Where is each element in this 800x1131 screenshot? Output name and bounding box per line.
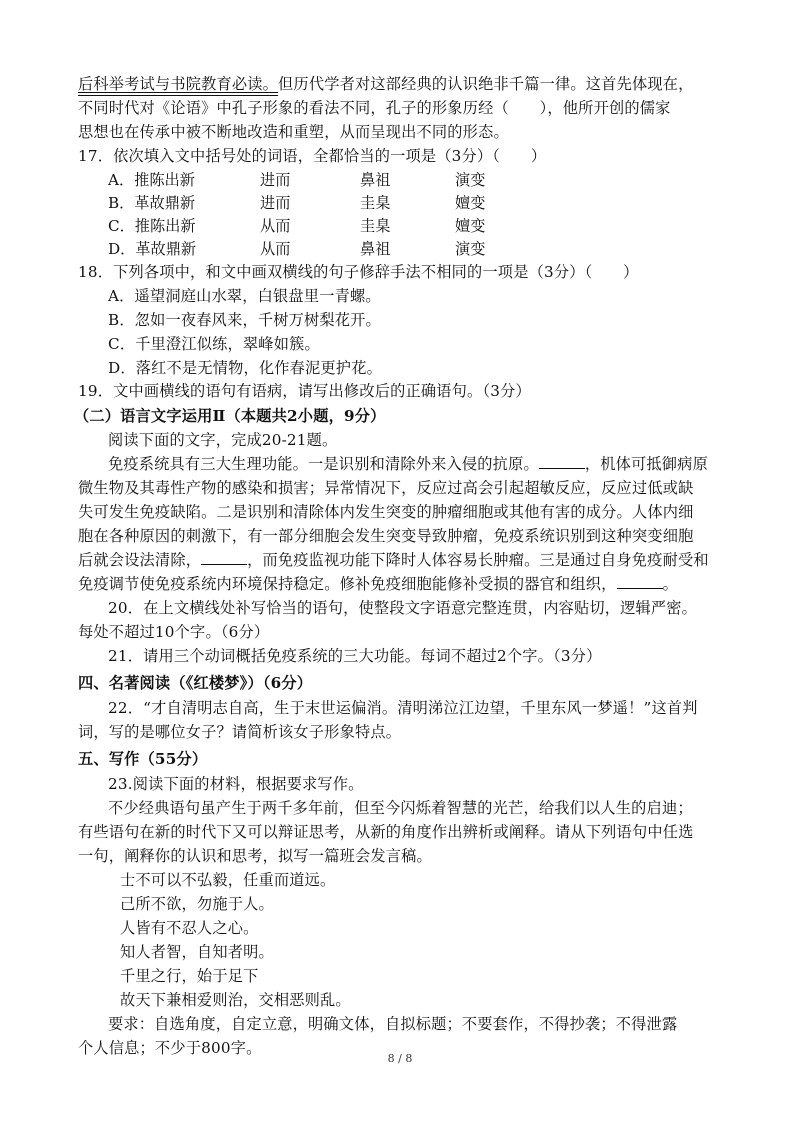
q21-stem: 21．请用三个动词概括免疫系统的三大功能。每词不超过2个字。（3分） <box>108 647 602 665</box>
quote-5: 千里之行，始于足下 <box>120 967 259 985</box>
quote-3: 人皆有不忍人之心。 <box>120 919 259 937</box>
material-line-1: 不少经典语句虽产生于两千多年前，但至今闪烁着智慧的光芒，给我们以人生的启迪； <box>108 799 693 817</box>
q22-stem-line-2: 词，写的是哪位女子？请简析该女子形象特点。 <box>78 723 402 741</box>
passage-line-2: 微生物及其毒性产物的感染和损害；异常情况下，反应过高会引起超敏反应，反应过低或缺 <box>78 479 694 497</box>
q19-stem: 19．文中画横线的语句有语病，请写出修改后的正确语句。（3分） <box>78 382 531 400</box>
q23-stem: 23.阅读下面的材料，根据要求写作。 <box>108 775 364 793</box>
answer-blank-2[interactable] <box>201 550 247 565</box>
answer-blank-1[interactable] <box>539 454 585 469</box>
passage-line-6: 免疫调节使免疫系统内环境保持稳定。修补免疫细胞能修补受损的器官和组织， 。 <box>78 575 678 593</box>
answer-blank-3[interactable] <box>617 574 663 589</box>
q18-option-b[interactable]: B．忽如一夜春风来，千树万树梨花开。 <box>108 311 381 329</box>
q18-option-c[interactable]: C．千里澄江似练，翠峰如簇。 <box>108 335 320 353</box>
q20-stem-line-2: 每处不超过10个字。（6分） <box>78 623 270 641</box>
section-4-title: 四、名著阅读（《红楼梦》）（6分） <box>78 674 313 692</box>
exam-page: 后科举考试与书院教育必读。但历代学者对这部经典的认识绝非千篇一律。这首先体现在， 不同时代对《论语》中孔子形象的看法不同，孔子的形象历经（ ），他所开创的儒家 思想也在传承中被不断地改造和重塑，从而呈现出不同的形态。 17．依次填入文中括号处的词语，全都恰当的一项是（3分）（ ） A．推陈出新 进而 鼻祖 演变 B．革故鼎新 进而 圭臬 嬗变 C．推陈出新 从而 圭臬 嬗变 D．革故鼎新 从而 鼻祖 演变 18．下列各项中，和文中画双横线的句子修辞手法不相同的一项是（3分）（ ） A．遥望洞庭山水翠，白银盘里一青螺。 B．忽如一夜春风来，千树万树梨花开。 C．千里澄江似练，翠峰如簇。 D．落红不是无情物，化作春泥更护花。 19．文中画横线的语句有语病，请写出修改后的正确语句。（3分） （二）语言文字运用Ⅱ（本题共2小题，9分） 阅读下面的文字，完成20-21题。 免疫系统具有三大生理功能。一是识别和清除外来入侵的抗原。 ，机体可抵御病原 微生物及其毒性产物的感染和损害；异常情况下，反应过高会引起超敏反应，反应过低或缺 失可发生免疫缺陷。二是识别和清除体内发生突变的肿瘤细胞或其他有害的成分。人体内细 胞在各种原因的刺激下，有一部分细胞会发生突变导致肿瘤，免疫系统识别到这种突变细胞 后就会设法清除， ，而免疫监视功能下降时人体容易长肿瘤。三是通过自身免疫耐受和 免疫调节使免疫系统内环境保持稳定。修补免疫细胞能修补受损的器官和组织， 。 20．在上文横线处补写恰当的语句，使整段文字语意完整连贯，内容贴切，逻辑严密。 每处不超过10个字。（6分） 21．请用三个动词概括免疫系统的三大功能。每词不超过2个字。（3分） 四、名著阅读（《红楼梦》）（6分） 22．“才自清明志自高，生于末世运偏消。清明涕泣江边望，千里东风一梦遥！”这首判 词，写的是哪位女子？请简析该女子形象特点。 五、写作（55分） 23.阅读下面的材料，根据要求写作。 不少经典语句虽产生于两千多年前，但至今闪烁着智慧的光芒，给我们以人生的启迪； 有些语句在新的时代下又可以辩证思考，从新的角度作出辨析或阐释。请从下列语句中任选 一句，阐释你的认识和思考，拟写一篇班会发言稿。 士不可以不弘毅，任重而道远。 己所不欲，勿施于人。 人皆有不忍人之心。 知人者智，自知者明。 千里之行，始于足下 故天下兼相爱则治，交相恶则乱。 要求：自选角度，自定立意，明确文体，自拟标题；不要套作，不得抄袭；不得泄露 个人信息；不少于800字。 8 / 8 <box>0 0 800 1131</box>
quote-1: 士不可以不弘毅，任重而道远。 <box>120 871 336 889</box>
double-underlined-text: 后科举考试与书院教育必读。 <box>78 75 279 93</box>
requirement-line-2: 个人信息；不少于800字。 <box>78 1039 262 1057</box>
q17-stem: 17．依次填入文中括号处的词语，全都恰当的一项是（3分）（ ） <box>78 147 547 165</box>
q18-option-d[interactable]: D．落红不是无情物，化作春泥更护花。 <box>108 359 382 377</box>
intro-line-1: 后科举考试与书院教育必读。但历代学者对这部经典的认识绝非千篇一律。这首先体现在， <box>78 75 694 93</box>
page-number: 8 / 8 <box>387 1052 413 1065</box>
q18-option-a[interactable]: A．遥望洞庭山水翠，白银盘里一青螺。 <box>108 287 381 305</box>
section-2-title: （二）语言文字运用Ⅱ（本题共2小题，9分） <box>74 407 386 425</box>
intro-line-3: 思想也在传承中被不断地改造和重塑，从而呈现出不同的形态。 <box>78 123 509 141</box>
passage-line-5: 后就会设法清除， ，而免疫监视功能下降时人体容易长肿瘤。三是通过自身免疫耐受和 <box>78 551 709 569</box>
material-line-3: 一句，阐释你的认识和思考，拟写一篇班会发言稿。 <box>78 847 432 865</box>
material-line-2: 有些语句在新的时代下又可以辩证思考，从新的角度作出辨析或阐释。请从下列语句中任选 <box>78 823 694 841</box>
intro-line-2: 不同时代对《论语》中孔子形象的看法不同，孔子的形象历经（ ），他所开创的儒家 <box>78 99 671 117</box>
passage-line-1: 免疫系统具有三大生理功能。一是识别和清除外来入侵的抗原。 ，机体可抵御病原 <box>108 455 708 473</box>
section-2-instruction: 阅读下面的文字，完成20-21题。 <box>108 431 338 449</box>
quote-4: 知人者智，自知者明。 <box>120 943 274 961</box>
requirement-line-1: 要求：自选角度，自定立意，明确文体，自拟标题；不要套作，不得抄袭；不得泄露 <box>108 1015 678 1033</box>
passage-line-3: 失可发生免疫缺陷。二是识别和清除体内发生突变的肿瘤细胞或其他有害的成分。人体内细 <box>78 503 694 521</box>
quote-2: 己所不欲，勿施于人。 <box>120 895 274 913</box>
quote-6: 故天下兼相爱则治，交相恶则乱。 <box>120 991 351 1009</box>
q22-stem-line-1: 22．“才自清明志自高，生于末世运偏消。清明涕泣江边望，千里东风一梦遥！”这首判 <box>108 699 698 717</box>
section-5-title: 五、写作（55分） <box>78 750 208 768</box>
q18-stem: 18．下列各项中，和文中画双横线的句子修辞手法不相同的一项是（3分）（ ） <box>78 263 639 281</box>
q20-stem-line-1: 20．在上文横线处补写恰当的语句，使整段文字语意完整连贯，内容贴切，逻辑严密。 <box>108 599 698 617</box>
passage-line-4: 胞在各种原因的刺激下，有一部分细胞会发生突变导致肿瘤，免疫系统识别到这种突变细胞 <box>78 527 694 545</box>
